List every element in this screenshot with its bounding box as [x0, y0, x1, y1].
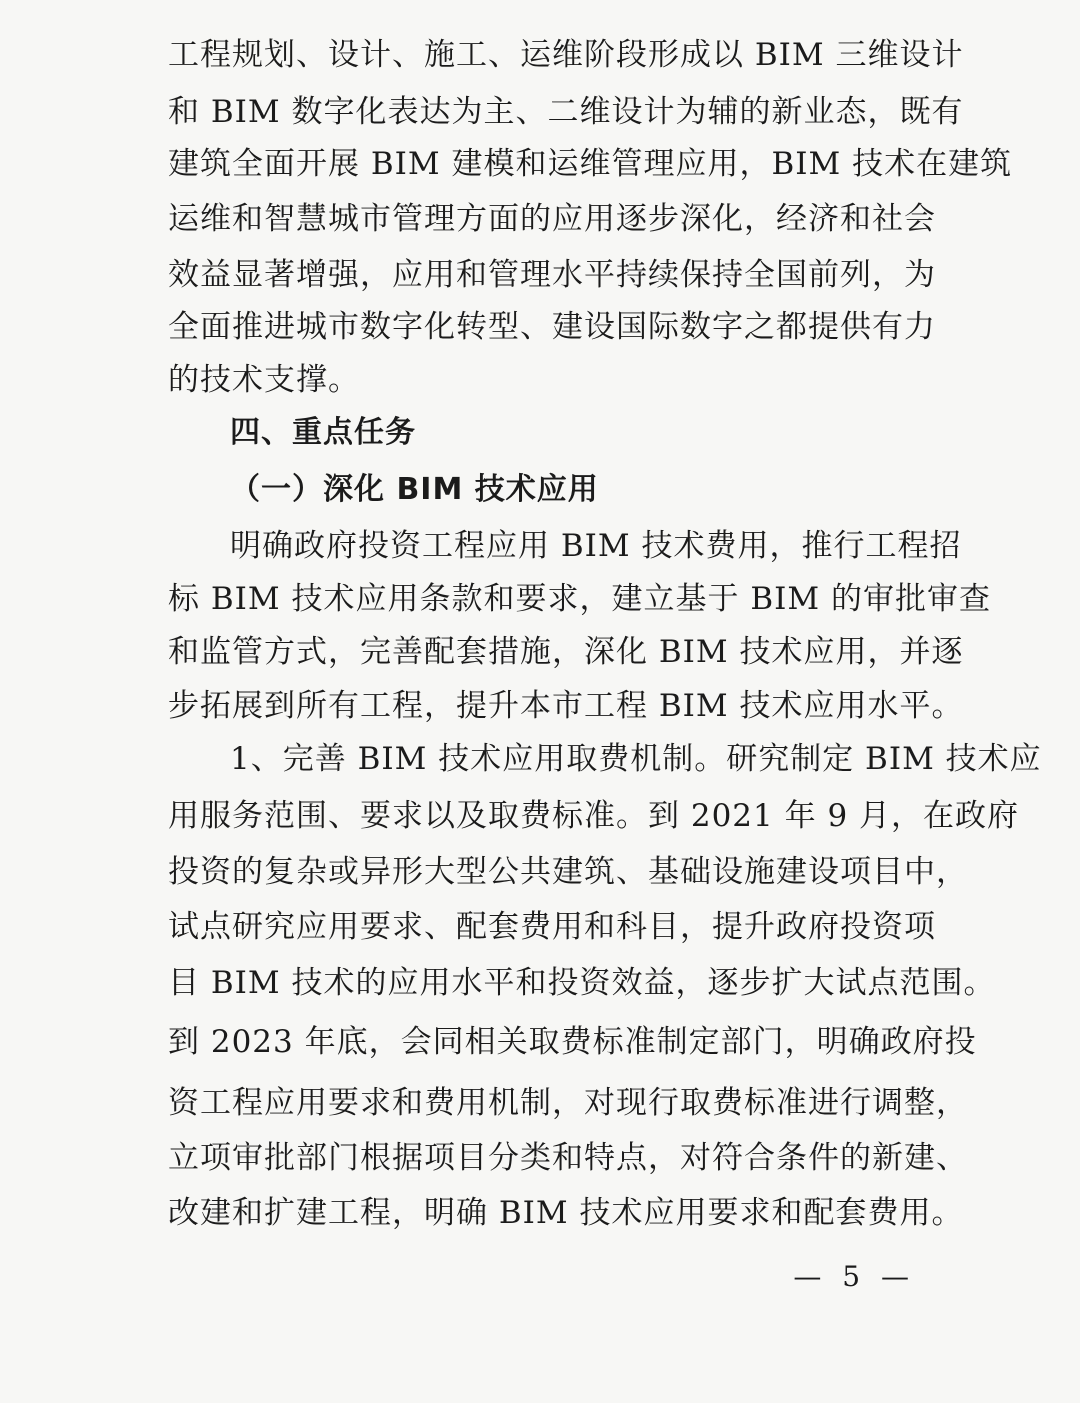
paragraph-line: 目 BIM 技术的应用水平和投资效益，逐步扩大试点范围。 — [168, 965, 996, 1001]
paragraph-line: 资工程应用要求和费用机制，对现行取费标准进行调整， — [168, 1085, 968, 1121]
paragraph-line: 和 BIM 数字化表达为主、二维设计为辅的新业态，既有 — [168, 94, 964, 130]
subsection-heading: （一）深化 BIM 技术应用 — [230, 472, 599, 507]
paragraph-line: 的技术支撑。 — [168, 362, 360, 398]
section-heading: 四、重点任务 — [230, 415, 416, 450]
paragraph-line: 到 2023 年底，会同相关取费标准制定部门，明确政府投 — [168, 1024, 977, 1060]
paragraph-line: 试点研究应用要求、配套费用和科目，提升政府投资项 — [168, 909, 936, 945]
paragraph-line: 全面推进城市数字化转型、建设国际数字之都提供有力 — [168, 309, 936, 345]
page-number: — 5 — — [793, 1260, 915, 1293]
paragraph-line: 和监管方式，完善配套措施，深化 BIM 技术应用，并逐 — [168, 634, 964, 670]
paragraph-line: 效益显著增强，应用和管理水平持续保持全国前列，为 — [168, 257, 936, 293]
paragraph-line: 投资的复杂或异形大型公共建筑、基础设施建设项目中， — [168, 854, 968, 890]
paragraph-line: 1、完善 BIM 技术应用取费机制。研究制定 BIM 技术应 — [230, 741, 1042, 777]
paragraph-line: 改建和扩建工程，明确 BIM 技术应用要求和配套费用。 — [168, 1195, 964, 1231]
paragraph-line: 运维和智慧城市管理方面的应用逐步深化，经济和社会 — [168, 201, 936, 237]
paragraph-line: 工程规划、设计、施工、运维阶段形成以 BIM 三维设计 — [168, 37, 964, 73]
paragraph-line: 明确政府投资工程应用 BIM 技术费用，推行工程招 — [230, 528, 962, 564]
paragraph-line: 用服务范围、要求以及取费标准。到 2021 年 9 月，在政府 — [168, 798, 1020, 834]
paragraph-line: 立项审批部门根据项目分类和特点，对符合条件的新建、 — [168, 1140, 968, 1176]
paragraph-line: 建筑全面开展 BIM 建模和运维管理应用，BIM 技术在建筑 — [168, 146, 1013, 182]
paragraph-line: 标 BIM 技术应用条款和要求，建立基于 BIM 的审批审查 — [168, 581, 991, 617]
paragraph-line: 步拓展到所有工程，提升本市工程 BIM 技术应用水平。 — [168, 688, 964, 724]
